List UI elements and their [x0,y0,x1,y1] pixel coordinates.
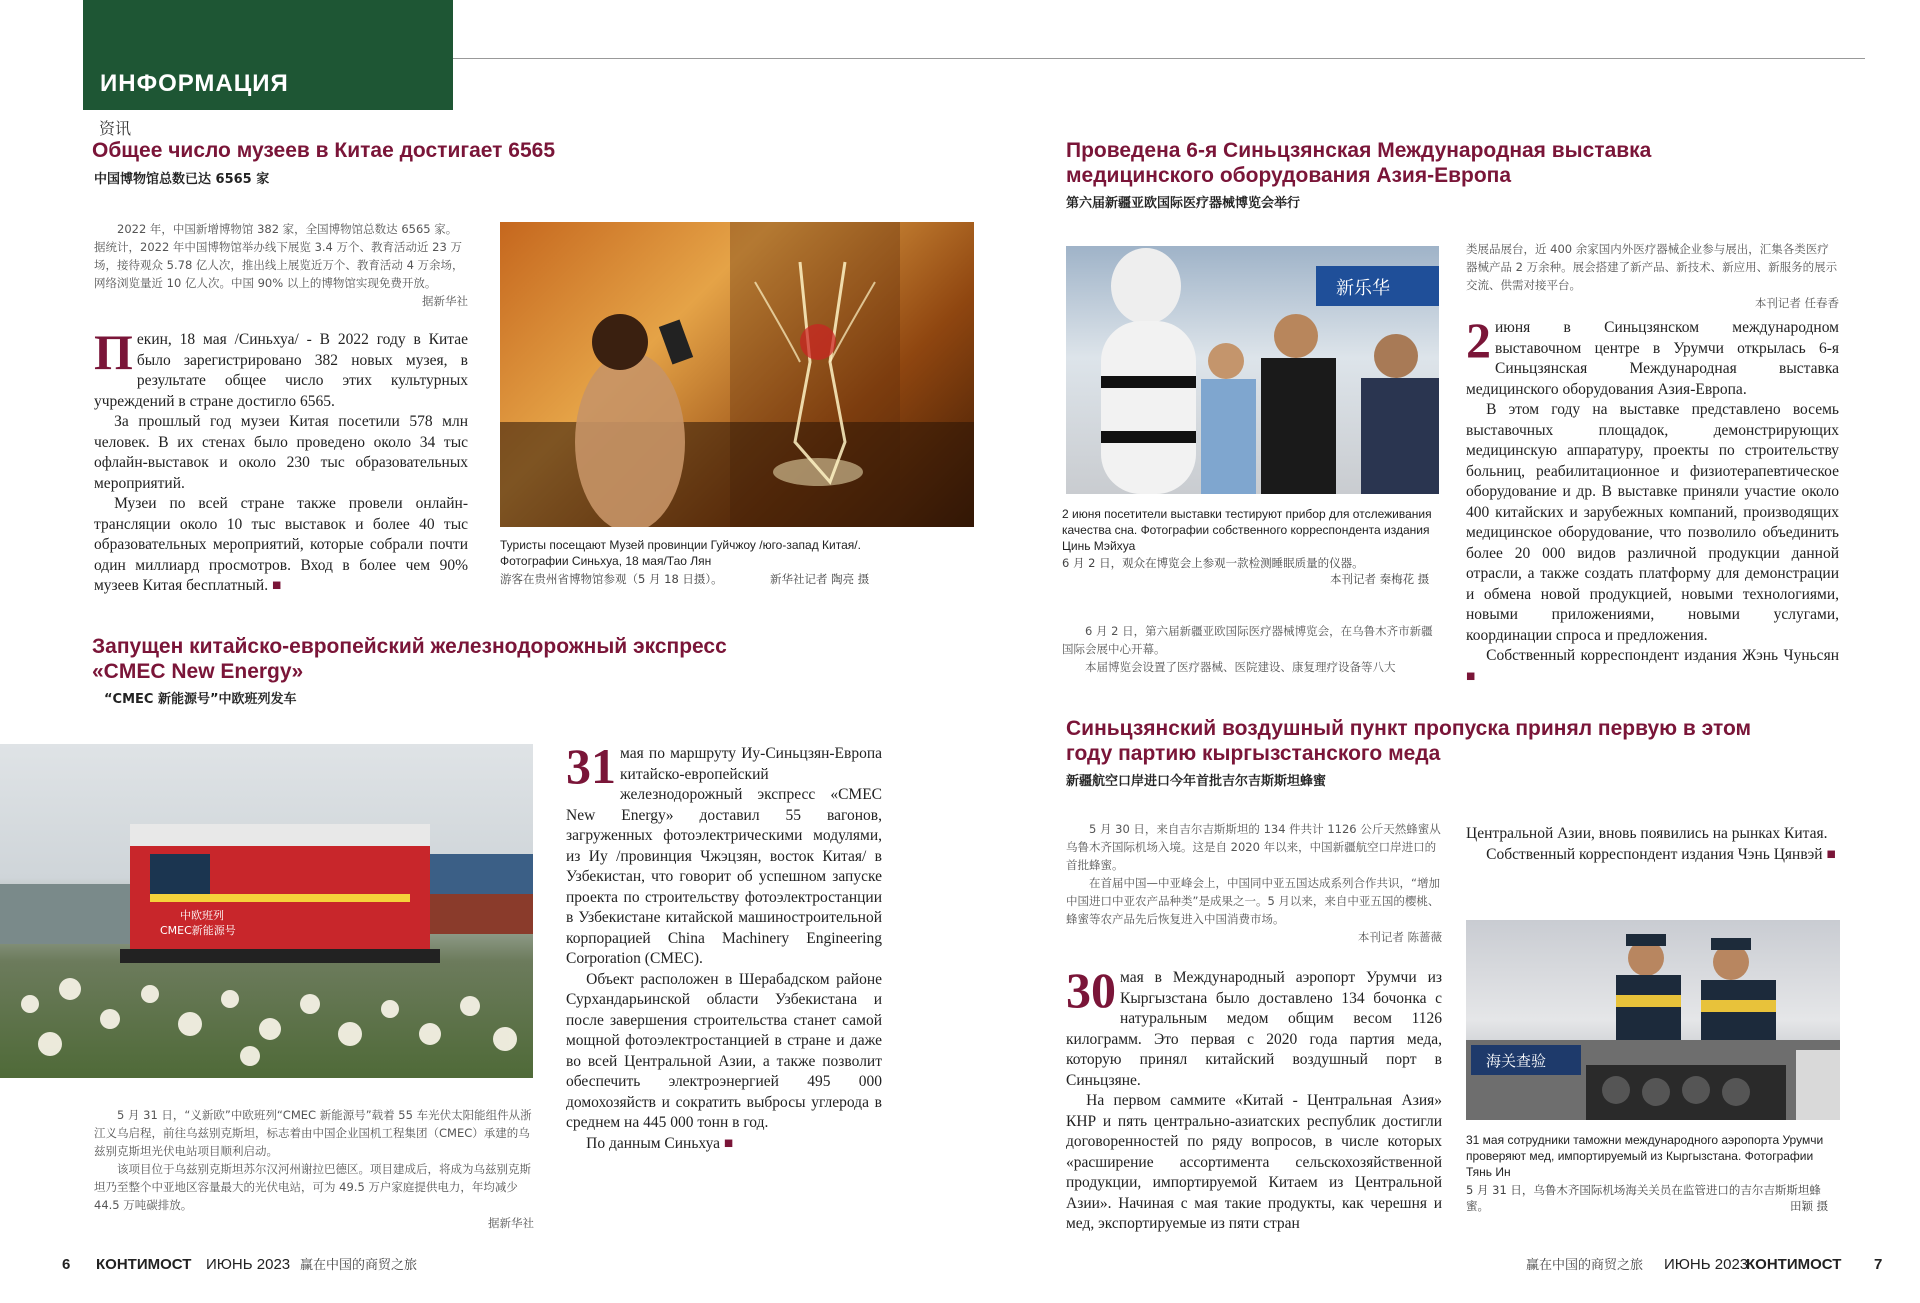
museum-photo-art [500,222,974,527]
article4-zh-text-2: 在首届中国—中亚峰会上，中国同中亚五国达成系列合作共识，“增加中国进口中亚农产品种类”是成果之一。5 月以来，来自中亚五国的樱桃、蜂蜜等农产品先后恢复进入中国消费市场。 [1066,876,1440,926]
article4-photo-caption: 31 мая сотрудники таможни международного аэропорта Урумчи проверяют мед, импортируемый из Кыргызстана. Фотографии Тянь Ин [1466,1133,1824,1179]
train-text-2: CMEC新能源号 [160,924,236,937]
article1-photo-caption: Туристы посещают Музей провинции Гуйчжоу /юго-запад Китая/. Фотографии Синьхуа, 18 мая/Тао Лян [500,538,861,568]
article4-title-line1: Синьцзянский воздушный пункт пропуска принял первую в этом [1066,717,1752,740]
article3-zh-text-3: 类展品展台，近 400 余家国内外医疗器械企业参与展出，汇集各类医疗器械产品 2 万余种。展会搭建了新产品、新技术、新应用、新服务的展示交流、供需对接平台。 [1466,242,1838,292]
exhibition-photo [1066,246,1439,494]
article4-zh-text-1: 5 月 30 日，来自吉尔吉斯斯坦的 134 件共计 1126 公斤天然蜂蜜从乌鲁木齐国际机场入境。这是自 2020 年以来，中国新疆航空口岸进口的首批蜂蜜。 [1066,822,1441,872]
article2-dropcap: 31 [566,738,616,794]
footer-brand-right: КОНТИМОСТ [1746,1256,1842,1273]
article4-photo-credit-zh: 田颖 摄 [1790,1199,1829,1213]
article1-zh-block [94,220,468,310]
article2-p2: Объект расположен в Шерабадском районе Сурхандарьинской области Узбекистана и после завершения строительства станет самой мощной фотоэлектростанцией в стране и даже во всей Центральной Азии, а также позволит обеспечить электроэнергией 495 000 домохозяйств и сократить выбросы углерода в среднем на 445 000 тонн в год. [566,970,882,1131]
article2-body [566,738,882,1154]
page-number-left: 6 [62,1256,71,1273]
footer-issue-right: ИЮНЬ 2023 [1664,1256,1749,1273]
end-mark: ■ [723,1134,734,1152]
article3-zh-source: 本刊记者 任春香 [1754,296,1839,310]
article1-subtitle: 中国博物馆总数已达 6565 家 [94,172,270,187]
footer-issue-left: ИЮНЬ 2023 [206,1256,291,1273]
section-title: ИНФОРМАЦИЯ [100,70,289,97]
article2-zh-block [94,1106,534,1232]
article1-title: Общее число музеев в Китае достигает 6565 [92,139,556,162]
article3-p3: Собственный корреспондент издания Жэнь Чуньсян [1486,647,1839,664]
article2-title-line2: «CMEC New Energy» [92,660,304,683]
footer-brand-left: КОНТИМОСТ [96,1256,192,1273]
article3-photo-caption: 2 июня посетители выставки тестируют прибор для отслеживания качества сна. Фотографии собственного корреспондента издания Цинь Мэйхуа [1062,507,1432,553]
article3-dropcap: 2 [1466,312,1491,368]
article3-photo-credit-zh: 本刊记者 秦梅花 摄 [1330,572,1430,586]
section-title-zh: 资讯 [99,119,132,138]
footer-slogan-right: 赢在中国的商贸之旅 [1526,1258,1644,1273]
article2-zh-text-2: 该项目位于乌兹别克斯坦苏尔汉河州谢拉巴德区。项目建成后，将成为乌兹别克斯坦乃至整个中亚地区容量最大的光伏电站，可为 49.5 万户家庭提供电力，年均减少 44.5 万吨碳排放。 [94,1162,531,1212]
article3-p2: В этом году на выставке представлено восемь выставочных площадок, демонстрирующих медицинскую аппаратуру, проекты по строительству больниц, реабилитационное и физиотерапевтическое оборудование и др. В выставке приняли участие около 400 китайских и зарубежных компаний, производящих медицинское оборудование, что позволило объединить более 20 000 видов различной продукции данной отрасли, а также создать платформу для демонстрации и обмена новой продукцией, новыми технологиями, новыми приложениями, новыми услугами, координации спроса и предложения. [1466,401,1839,644]
footer-slogan-left: 赢在中国的商贸之旅 [300,1258,418,1273]
article2-p1: мая по маршруту Иу-Синьцзян-Европа китайско-европейский железнодорожный экспресс «CMEC New Energy» доставил 55 вагонов, загруженных фотоэлектрическими модулями, из Иу /провинция Чжэцзян, восток Китая/ в Узбекистан, что говорит об успешном запуске проекта по строительству фотоэлектростанции в Узбекистане китайской машиностроительной корпорацией China Machinery Engineering Corporation (CMEC). [566,745,882,967]
customs-photo [1466,920,1840,1120]
page-number-right: 7 [1874,1256,1883,1273]
article3-photo-caption-zh: 6 月 2 日，观众在博览会上参观一款检测睡眠质量的仪器。 [1062,556,1364,570]
article3-body [1466,312,1839,687]
article4-p3: Центральной Азии, вновь появились на рынках Китая. [1466,825,1828,842]
exhibition-photo-art [1066,246,1439,494]
article3-title-line2: медицинского оборудования Азия-Европа [1066,164,1512,187]
header-rule [453,58,1865,59]
article4-title [1066,716,1886,766]
train-photo-art [0,744,533,1078]
article1-photo-credit-zh: 新华社记者 陶亮 摄 [770,572,870,586]
article1-photo-caption-zh: 游客在贵州省博物馆参观（5 月 18 日摄）。 [500,572,723,586]
article4-p4: Собственный корреспондент издания Чэнь Цянвэй [1486,845,1823,863]
article3-zh-text-2: 本届博览会设置了医疗器械、医院建设、康复理疗设备等八大 [1085,660,1396,674]
customs-box-text: 海关查验 [1486,1052,1547,1070]
article1-zh-source: 据新华社 [422,294,468,308]
article2-zh-text-1: 5 月 31 日，“义新欧”中欧班列“CMEC 新能源号”载着 55 车光伏太阳能组件从浙江义乌启程，前往乌兹别克斯坦，标志着由中国企业国机工程集团（CMEC）承建的乌兹别克斯坦光伏电站项目顺利启动。 [94,1108,532,1158]
article4-photo-caption-zh: 5 月 31 日，乌鲁木齐国际机场海关关员在监管进口的吉尔吉斯斯坦蜂蜜。 [1466,1183,1821,1213]
article4-body-col2 [1466,824,1839,865]
article1-p2: За прошлый год музеи Китая посетили 578 млн человек. В их стенах было проведено около 34 тыс офлайн-выставок и около 230 тыс образовательных мероприятий. [94,413,468,492]
customs-photo-art [1466,920,1840,1120]
museum-photo [500,222,974,527]
train-text-1: 中欧班列 [180,909,224,922]
article3-title [1066,138,1886,188]
article4-p1: мая в Международный аэропорт Урумчи из Кыргызстана было доставлено 134 бочонка с натуральным медом общим весом 1126 килограмм. Это первая с 2020 года партия меда, которую принял китайский воздушный порт в Синьцзяне. [1066,969,1442,1089]
end-mark: ■ [271,577,282,594]
end-mark: ■ [1466,667,1476,685]
article4-zh-source: 本刊记者 陈蔷薇 [1357,930,1442,944]
article3-zh-block-2 [1466,240,1839,312]
exhibition-banner-text: 新乐华 [1336,278,1390,299]
article1-body [94,324,468,597]
article1-p1: екин, 18 мая /Синьхуа/ - В 2022 году в Китае было зарегистрировано 382 новых музея, в результате общее число этих культурных учреждений в стране достигло 6565. [94,331,468,410]
train-photo [0,744,533,1078]
article1-dropcap: П [94,324,133,380]
article2-p3: По данным Синьхуа [586,1134,720,1152]
article4-dropcap: 30 [1066,962,1116,1018]
article2-subtitle: “CMEC 新能源号”中欧班列发车 [104,692,297,707]
article4-title-line2: году партию кыргызстанского меда [1066,742,1441,765]
article4-subtitle: 新疆航空口岸进口今年首批吉尔吉斯斯坦蜂蜜 [1066,774,1327,789]
article3-zh-block-1 [1062,622,1442,676]
article2-title [92,634,992,684]
article2-title-line1: Запущен китайско-европейский железнодорожный экспресс [92,635,727,658]
article1-zh-text: 2022 年，中国新增博物馆 382 家，全国博物馆总数达 6565 家。据统计，2022 年中国博物馆举办线下展览 3.4 万个、教育活动近 23 万场，接待观众 5.78 亿人次，推出线上展览近万个、教育活动 4 万余场，网络浏览量近 10 亿人次。中国 90% 以上的博物馆实现免费开放。 [94,222,464,290]
article1-p3: Музеи по всей стране также провели онлайн-трансляции около 10 тыс выставок и более 40 тыс образовательных мероприятий, которые собрали почти один миллиард просмотров. Вход в более чем 90% музеев Китая бесплатный. [94,495,468,594]
article3-p1: июня в Синьцзянском международном выставочном центре в Урумчи открылась 6-я Синьцзянская Международная выставка медицинского оборудования Азия-Европа. [1466,319,1839,398]
article3-subtitle: 第六届新疆亚欧国际医疗器械博览会举行 [1066,196,1301,211]
article4-p2: На первом саммите «Китай - Центральная Азия» КНР и пять центрально-азиатских республик достигли договоренностей по ряду вопросов, в числе которых «расширение ассортимента сельскохозяйственной продукции, импортируемой Китаем из Центральной Азии». Начиная с мая такие продукты, как черешня и мед, экспортируемые из пяти стран [1066,1092,1442,1232]
article4-body-col1 [1066,962,1442,1235]
end-mark: ■ [1826,845,1836,863]
article4-zh-block [1066,820,1442,946]
article3-zh-text-1: 6 月 2 日，第六届新疆亚欧国际医疗器械博览会，在乌鲁木齐市新疆国际会展中心开幕。 [1062,624,1433,656]
article2-zh-source: 据新华社 [488,1216,534,1230]
article3-title-line1: Проведена 6-я Синьцзянская Международная выставка [1066,139,1652,162]
